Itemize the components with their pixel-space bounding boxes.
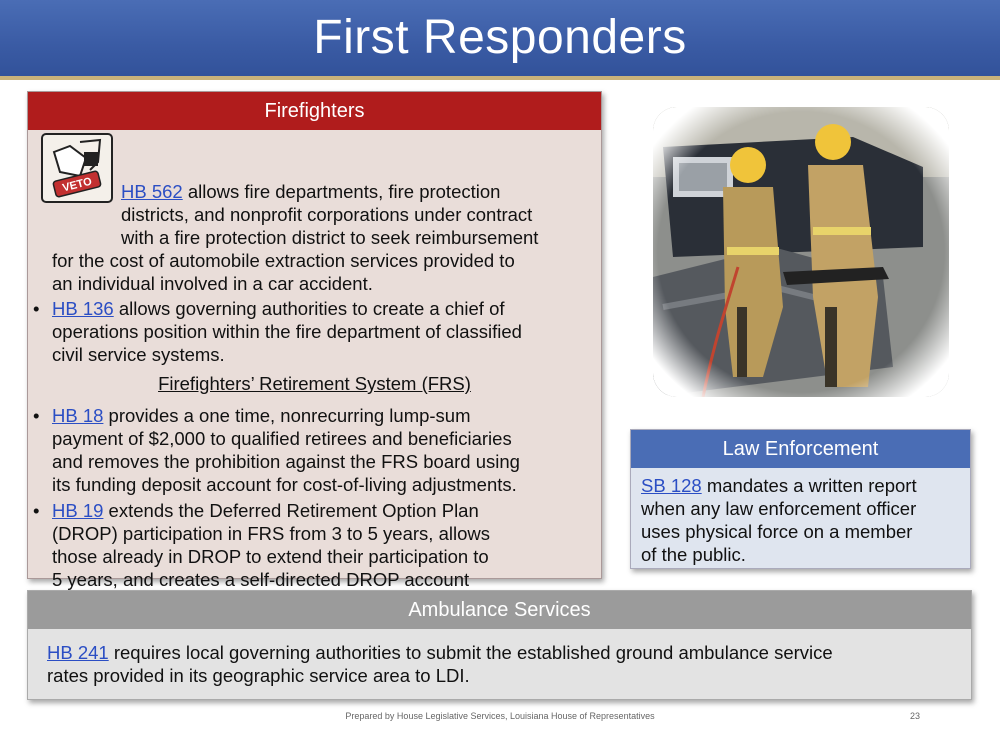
law-enforcement-panel [630,429,971,569]
bullet: • [33,298,40,319]
slide-title: First Responders [313,11,687,64]
hb18-link[interactable]: HB 18 [52,405,104,426]
hb18-item: • HB 18 provides a one time, nonrecurring lump-sum [33,405,471,426]
hb18-line-3: and removes the prohibition against the FRS board using [52,451,520,472]
title-bar [0,0,1000,80]
page-number: 23 [910,711,921,721]
sb128-line-1: SB 128 mandates a written report [641,475,917,496]
veto-label: VETO [61,175,94,195]
hb19-line-3: those already in DROP to extend their participation to [52,546,489,567]
frs-subheading: Firefighters’ Retirement System (FRS) [158,373,471,394]
law-enforcement-heading: Law Enforcement [631,430,970,468]
firefighters-photo [653,107,949,397]
hb136-line-2: operations position within the fire department of classified [52,321,522,342]
hb19-line-4: 5 years, and creates a self-directed DROP account [52,569,470,590]
bullet: • [33,405,40,426]
veto-stamp-icon [40,132,114,204]
hb562-link[interactable]: HB 562 [121,181,183,202]
sb128-line-2: when any law enforcement officer [641,498,917,519]
hb241-text [47,641,957,687]
sb128-link[interactable]: SB 128 [641,475,702,496]
hb19-link[interactable]: HB 19 [52,500,104,521]
hb562-line-4: for the cost of automobile extraction services provided to [52,250,515,271]
hb562-line-1: HB 562 allows fire departments, fire protection [121,181,501,202]
bullet: • [33,500,40,521]
hb241-link[interactable]: HB 241 [47,642,109,663]
hb19-line-2: (DROP) participation in FRS from 3 to 5 years, allows [52,523,490,544]
hb19-item: • HB 19 extends the Deferred Retirement Option Plan [33,500,479,521]
footer-credit: Prepared by House Legislative Services, Louisiana House of Representatives [345,711,655,721]
hb136-link[interactable]: HB 136 [52,298,114,319]
hb241-line-1: HB 241 requires local governing authorities to submit the established ground ambulance service [47,642,833,663]
ambulance-heading: Ambulance Services [28,591,971,629]
ambulance-panel [27,590,972,700]
hb136-line-3: civil service systems. [52,344,225,365]
hb562-line-2: districts, and nonprofit corporations under contract [121,204,533,225]
firefighters-panel [27,91,602,590]
sb128-text [641,474,964,566]
hb562-line-5: an individual involved in a car accident. [52,273,373,294]
hb136-item: • HB 136 allows governing authorities to create a chief of [33,298,505,319]
hb562-line-3: with a fire protection district to seek reimbursement [121,227,539,248]
firefighters-heading: Firefighters [28,92,601,130]
firefighters-photo-illustration [653,107,949,397]
sb128-line-4: of the public. [641,544,746,565]
hb18-line-4: its funding deposit account for cost-of-living adjustments. [52,474,517,495]
hb241-line-2: rates provided in its geographic service area to LDI. [47,665,470,686]
sb128-line-3: uses physical force on a member [641,521,913,542]
hb18-line-2: payment of $2,000 to qualified retirees and beneficiaries [52,428,512,449]
